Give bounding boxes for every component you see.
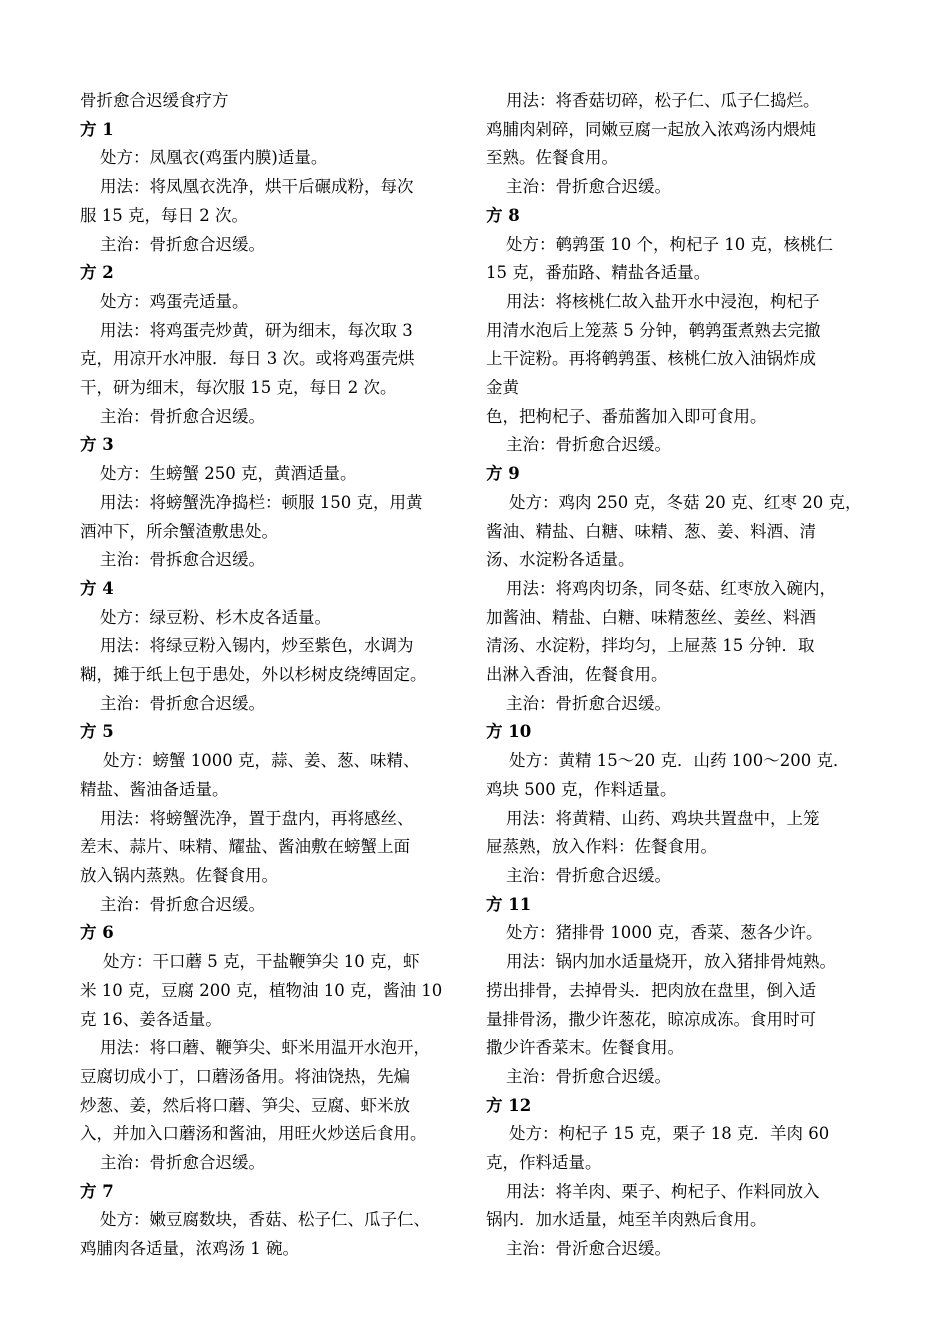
recipe-heading: 方 11	[486, 894, 532, 914]
paragraph-line: 用法：将鸡肉切条，同冬菇、红枣放入碗内，	[506, 578, 836, 598]
paragraph-line: 鸡脯肉各适量，浓鸡汤 1 碗。	[80, 1239, 299, 1259]
recipe-heading: 方 10	[486, 722, 532, 742]
paragraph-line: 处方：嫩豆腐数块，香菇、松子仁、瓜子仁、	[100, 1210, 430, 1230]
paragraph-line: 处方：螃蟹 1000 克，蒜、姜、葱、味精、	[103, 751, 420, 771]
paragraph-line: 用法：锅内加水适量烧开，放入猪排骨炖熟。	[506, 952, 836, 972]
paragraph-line: 放入锅内蒸熟。佐餐食用。	[80, 865, 278, 885]
paragraph-line: 处方：干口蘑 5 克，干盐鞭笋尖 10 克，虾	[103, 952, 420, 972]
paragraph-line: 至熟。佐餐食用。	[486, 148, 618, 168]
paragraph-line: 主治：骨折愈合迟缓。	[506, 177, 671, 197]
paragraph-line: 克，作料适量。	[486, 1153, 602, 1173]
paragraph-line: 用法：将螃蟹洗净，置于盘内，再将感丝、	[100, 808, 414, 828]
paragraph-line: 捞出排骨，去掉骨头．把肉放在盘里，倒入适	[486, 980, 816, 1000]
paragraph-line: 服 15 克，每日 2 次。	[80, 205, 248, 225]
paragraph-line: 主治：骨折愈合迟缓。	[100, 234, 265, 254]
recipe-heading: 方 8	[486, 205, 520, 225]
paragraph-line: 用法：将凤凰衣洗净，烘干后碾成粉，每次	[100, 177, 414, 197]
paragraph-line: 酒冲下，所余蟹渣敷患处。	[80, 521, 278, 541]
paragraph-line: 豆腐切成小丁，口蘑汤备用。将油饶热，先煸	[80, 1066, 410, 1086]
paragraph-line: 主治：骨折愈合迟缓。	[100, 406, 265, 426]
paragraph-line: 酱油、精盐、白糖、味精、葱、姜、料酒、清	[486, 521, 816, 541]
paragraph-line: 处方：黄精 15～20 克．山药 100～200 克．	[509, 751, 850, 771]
paragraph-line: 处方：枸杞子 15 克，栗子 18 克．羊肉 60	[509, 1124, 830, 1144]
paragraph-line: 用法：将黄精、山药、鸡块共置盘中，上笼	[506, 808, 820, 828]
recipe-heading: 方 7	[80, 1181, 114, 1201]
right-column	[486, 87, 886, 1264]
recipe-heading: 方 2	[80, 263, 114, 283]
recipe-heading: 方 6	[80, 923, 114, 943]
paragraph-line: 入，并加入口蘑汤和酱油，用旺火炒送后食用。	[80, 1124, 427, 1144]
paragraph-line: 屉蒸熟，放入作料：佐餐食用。	[486, 837, 717, 857]
paragraph-line: 糊，摊于纸上包于患处，外以杉树皮绕缚固定。	[80, 665, 427, 685]
paragraph-line: 用法：将核桃仁故入盐开水中浸泡，枸杞子	[506, 291, 820, 311]
paragraph-line: 出淋入香油，佐餐食用。	[486, 665, 668, 685]
recipe-heading: 方 1	[80, 119, 114, 139]
paragraph-line: 加酱油、精盐、白糖、味精葱丝、姜丝、料酒	[486, 607, 816, 627]
recipe-heading: 方 12	[486, 1095, 532, 1115]
paragraph-line: 用法：将口蘑、鞭笋尖、虾米用温开水泡开，	[100, 1038, 430, 1058]
right-column-lines	[486, 87, 886, 1264]
paragraph-line: 量排骨汤，撒少许葱花，晾凉成冻。食用时可	[486, 1009, 816, 1029]
paragraph-line: 用法：将香菇切碎，松子仁、瓜子仁捣烂。	[506, 91, 820, 110]
paragraph-line: 主治：骨沂愈合迟缓。	[506, 1239, 671, 1259]
recipe-heading: 方 4	[80, 578, 114, 598]
paragraph-line: 处方：鸡肉 250 克，冬菇 20 克、红枣 20 克，	[509, 492, 862, 512]
paragraph-line: 差末、蒜片、味精、耀盐、酱油敷在螃蟹上面	[80, 837, 410, 857]
paragraph-line: 用法：将绿豆粉入锡内，炒至紫色，水调为	[100, 636, 414, 656]
recipe-heading: 方 9	[486, 464, 520, 484]
paragraph-line: 色，把枸杞子、番茄酱加入即可食用。	[486, 406, 767, 426]
paragraph-line: 用法：将螃蟹洗净捣栏：顿服 150 克，用黄	[100, 492, 423, 512]
paragraph-line: 干，研为细末，每次服 15 克，每日 2 次。	[80, 378, 397, 398]
document-title: 骨折愈合迟缓食疗方	[80, 91, 229, 110]
paragraph-line: 清汤、水淀粉，拌均匀，上屉蒸 15 分钟．取	[486, 636, 815, 656]
paragraph-line: 用法：将鸡蛋壳炒黄，研为细末，每次取 3	[100, 320, 413, 340]
paragraph-line: 锅内．加水适量，炖至羊肉熟后食用。	[486, 1210, 767, 1230]
paragraph-line: 克，用凉开水冲服．每日 3 次。或将鸡蛋壳烘	[80, 349, 415, 369]
paragraph-line: 处方：鸡蛋壳适量。	[100, 291, 249, 311]
paragraph-line: 克 16、姜各适量。	[80, 1009, 222, 1029]
paragraph-line: 主治：骨折愈合迟缓。	[506, 1066, 671, 1086]
left-column	[80, 87, 480, 1264]
paragraph-line: 炒葱、姜，然后将口蘑、笋尖、豆腐、虾米放	[80, 1095, 410, 1115]
paragraph-line: 处方：绿豆粉、杉木皮各适量。	[100, 607, 331, 627]
paragraph-line: 鸡脯肉剁碎，同嫩豆腐一起放入浓鸡汤内煨炖	[486, 119, 816, 139]
paragraph-line: 处方：凤凰衣(鸡蛋内膜)适量。	[100, 148, 328, 168]
paragraph-line: 主治：骨折愈合迟缓。	[506, 865, 671, 885]
paragraph-line: 主治：骨折愈合迟缓。	[100, 693, 265, 713]
paragraph-line: 用清水泡后上笼蒸 5 分钟，鹌鹑蛋煮熟去完撤	[486, 320, 821, 340]
recipe-heading: 方 3	[80, 435, 114, 455]
paragraph-line: 用法：将羊肉、栗子、枸杞子、作料同放入	[506, 1181, 820, 1201]
paragraph-line: 金黄	[486, 378, 519, 398]
paragraph-line: 主治：骨折愈合迟缓。	[506, 693, 671, 713]
left-column-lines	[80, 116, 480, 1264]
paragraph-line: 处方：鹌鹑蛋 10 个，枸杞子 10 克，核桃仁	[506, 234, 833, 254]
paragraph-line: 处方：猪排骨 1000 克，香菜、葱各少许。	[506, 923, 823, 943]
paragraph-line: 主治：骨折愈合迟缓。	[100, 1153, 265, 1173]
paragraph-line: 处方：生螃蟹 250 克，黄酒适量。	[100, 464, 357, 484]
paragraph-line: 15 克，番茄路、精盐各适量。	[486, 263, 711, 283]
paragraph-line: 撒少许香菜末。佐餐食用。	[486, 1038, 684, 1058]
paragraph-line: 上干淀粉。再将鹌鹑蛋、核桃仁放入油锅炸成	[486, 349, 816, 369]
paragraph-line: 汤、水淀粉各适量。	[486, 550, 635, 570]
recipe-heading: 方 5	[80, 722, 114, 742]
paragraph-line: 主治：骨折愈合迟缓。	[100, 894, 265, 914]
paragraph-line: 鸡块 500 克，作料适量。	[486, 779, 677, 799]
paragraph-line: 主治：骨折愈合迟缓。	[506, 435, 671, 455]
paragraph-line: 精盐、酱油备适量。	[80, 779, 229, 799]
paragraph-line: 米 10 克，豆腐 200 克，植物油 10 克，酱油 10	[80, 980, 443, 1000]
paragraph-line: 主治：骨拆愈合迟缓。	[100, 550, 265, 570]
